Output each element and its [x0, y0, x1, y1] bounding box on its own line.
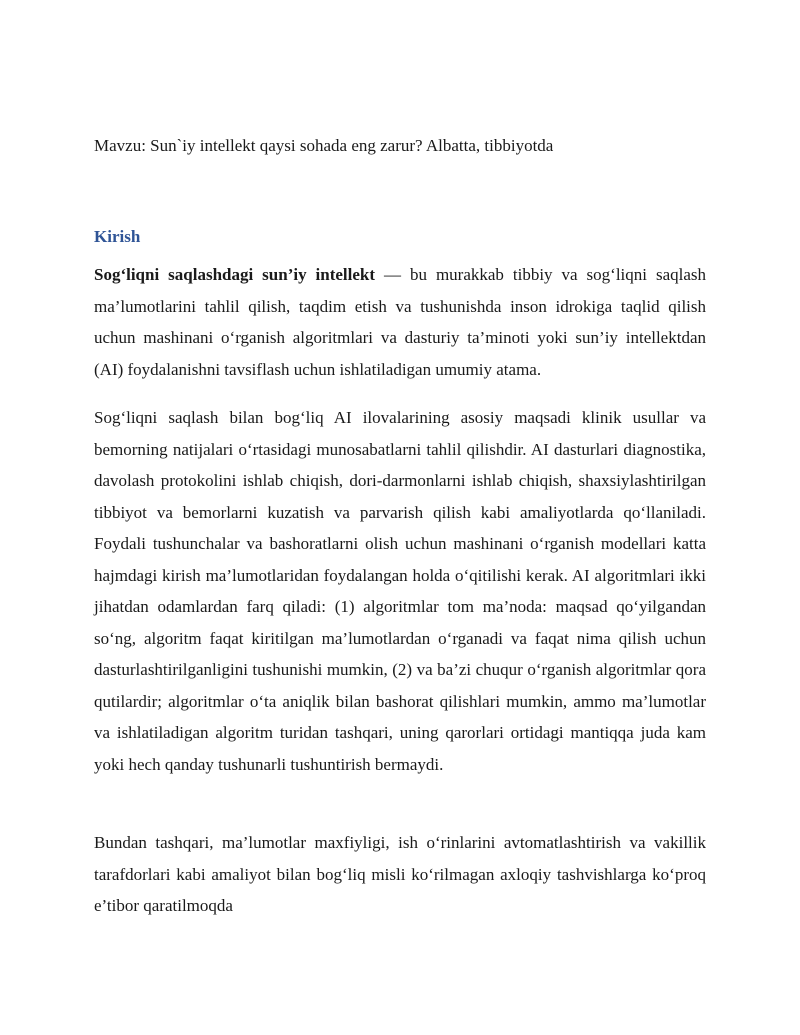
paragraph-intro: [94, 259, 706, 385]
paragraph-intro-text: — bu murakkab tibbiy va sog‘liqni saqlash ma’lumotlarini tahlil qilish, taqdim etish va tushunishda inson idrokiga taqlid qilish uchun mashinani o‘rganish algoritmlari va dasturiy ta’minoti yoki sun’iy intellektdan (AI) foydalanishni tavsiflash uchun ishlatiladigan umumiy atama.: [94, 265, 706, 379]
document-topic: Mavzu: Sun`iy intellekt qaysi sohada eng zarur? Albatta, tibbiyotda: [94, 136, 554, 155]
section-heading-kirish: Kirish: [94, 227, 141, 246]
paragraph-intro-lead: Sog‘liqni saqlashdagi sun’iy intellekt: [94, 265, 376, 284]
paragraph-ethical-concerns: Bundan tashqari, ma’lumotlar maxfiyligi, ish o‘rinlarini avtomatlashtirish va vakillik tarafdorlari kabi amaliyot bilan bog‘liq misli ko‘rilmagan axloqiy tashvishlarga ko‘proq e’tibor qaratilmoqda: [94, 833, 706, 915]
paragraph-ai-applications: Sog‘liqni saqlash bilan bog‘liq AI ilovalarining asosiy maqsadi klinik usullar va bemorning natijalari o‘rtasidagi munosabatlarni tahlil qilishdir. AI dasturlari diagnostika, davolash protokolini ishlab chiqish, dori-darmonlarni ishlab chiqish, shaxsiylashtirilgan tibbiyot va bemorlarni kuzatish va parvarish qilish kabi amaliyotlarda qo‘llaniladi. Foydali tushunchalar va bashoratlarni olish uchun mashinani o‘rganish modellari katta hajmdagi kirish ma’lumotlaridan foydalangan holda o‘qitilishi kerak. AI algoritmlari ikki jihatdan odamlardan farq qiladi: (1) algoritmlar tom ma’noda: maqsad qo‘yilgandan so‘ng, algoritm faqat kiritilgan ma’lumotlardan o‘rganadi va faqat nima qilish uchun dasturlashtirilganligini tushunishi mumkin, (2) va ba’zi chuqur o‘rganish algoritmlar qora qutilardir; algoritmlar o‘ta aniqlik bilan bashorat qilishlari mumkin, ammo ma’lumotlar va ishlatiladigan algoritm turidan tashqari, uning qarorlari ortidagi mantiqqa juda kam yoki hech qanday tushunarli tushuntirish bermaydi.: [94, 408, 706, 774]
